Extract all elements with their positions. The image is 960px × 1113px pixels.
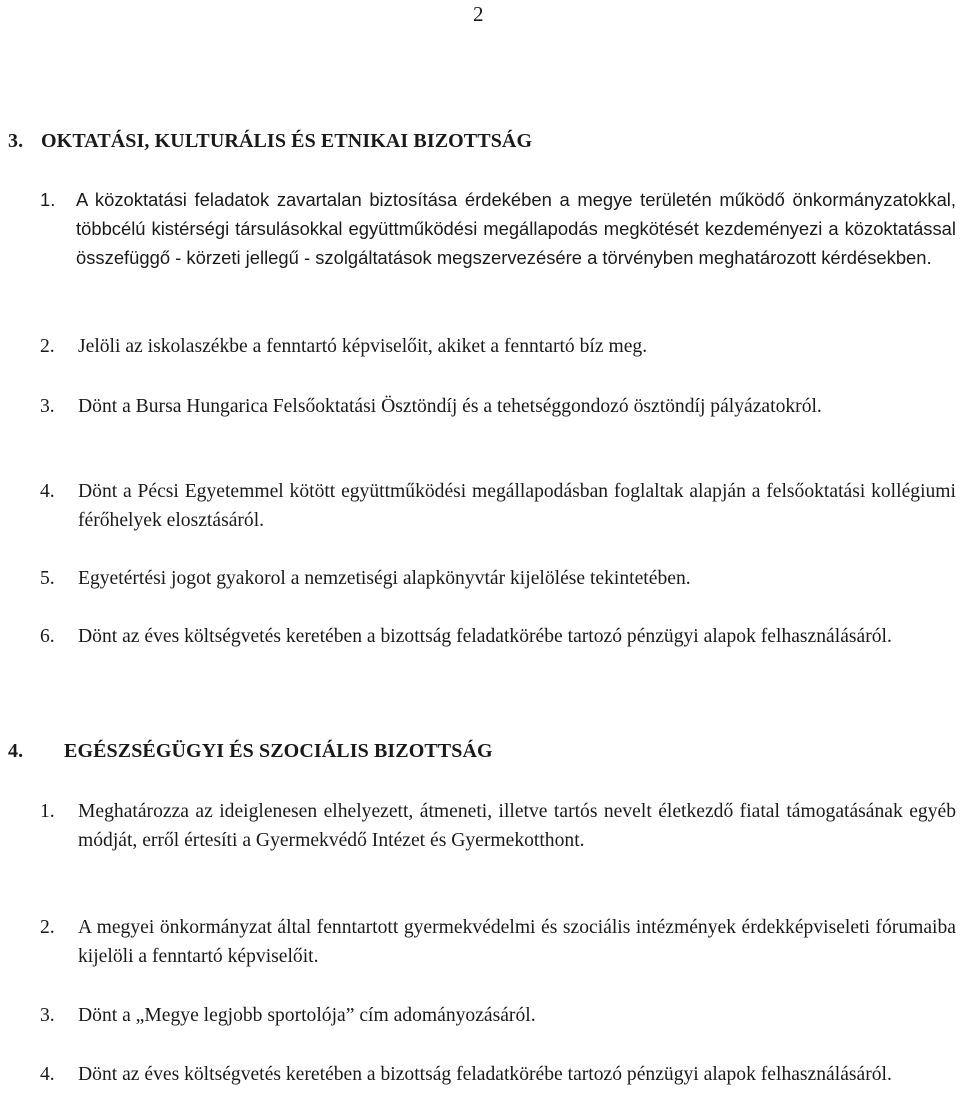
list-item [40, 1060, 956, 1089]
section-title: EGÉSZSÉGÜGYI ÉS SZOCIÁLIS BIZOTTSÁG [64, 740, 493, 762]
item-text: A megyei önkormányzat által fenntartott gyermekvédelmi és szociális intézmények érdekképviseleti fórumaiba kijelöli a fenntartó képviselőit. [78, 917, 956, 967]
item-text: Meghatározza az ideiglenesen elhelyezett, átmeneti, illetve tartós nevelt életkezdő fiatal támogatásának egyéb módját, erről értesíti a Gyermekvédő Intézet és Gyermekotthont. [78, 801, 956, 851]
item-text: Jelöli az iskolaszékbe a fenntartó képviselőit, akiket a fenntartó bíz meg. [78, 336, 648, 357]
item-text: Dönt a Pécsi Egyetemmel kötött együttműködési megállapodásban foglaltak alapján a felsőoktatási kollégiumi férőhelyek elosztásáról. [78, 481, 956, 531]
item-text: Egyetértési jogot gyakorol a nemzetiségi alapkönyvtár kijelölése tekintetében. [78, 568, 691, 589]
list-item [40, 564, 956, 593]
item-text: Dönt az éves költségvetés keretében a bizottság feladatkörébe tartozó pénzügyi alapok felhasználásáról. [78, 626, 892, 647]
item-number: 1. [40, 801, 55, 822]
list-item [40, 477, 956, 535]
item-text: Dönt az éves költségvetés keretében a bizottság feladatkörébe tartozó pénzügyi alapok felhasználásáról. [78, 1064, 892, 1085]
item-number: 3. [40, 396, 55, 417]
list-item [40, 332, 956, 361]
list-item [40, 913, 956, 971]
item-number: 3. [40, 1005, 55, 1026]
item-text: Dönt a Bursa Hungarica Felsőoktatási Ösztöndíj és a tehetséggondozó ösztöndíj pályázatokról. [78, 396, 822, 417]
list-item [40, 1001, 956, 1030]
item-number: 4. [40, 1064, 55, 1085]
item-number: 6. [40, 626, 55, 647]
item-number: 2. [40, 917, 55, 938]
list-item [40, 185, 956, 272]
list-item [40, 622, 956, 651]
item-number: 1. [40, 189, 56, 210]
section-heading-3 [8, 130, 532, 153]
section-number: 3. [8, 130, 24, 152]
section-number: 4. [8, 740, 24, 762]
item-text: A közoktatási feladatok zavartalan biztosítása érdekében a megye területén működő önkormányzatokkal, többcélú kistérségi társulásokkal együttműködési megállapodás megkötését kezdeményezi a közoktatással összefüggő - körzeti jellegű - szolgáltatások megszervezésére a törvényben meghatározott kérdésekben. [76, 189, 956, 268]
item-number: 4. [40, 481, 55, 502]
list-item [40, 392, 956, 421]
section-heading-4 [8, 740, 493, 763]
item-text: Dönt a „Megye legjobb sportolója” cím adományozásáról. [78, 1005, 536, 1026]
item-number: 5. [40, 568, 55, 589]
list-item [40, 797, 956, 855]
section-title: OKTATÁSI, KULTURÁLIS ÉS ETNIKAI BIZOTTSÁG [41, 130, 533, 152]
item-number: 2. [40, 336, 55, 357]
page-number: 2 [473, 2, 484, 26]
